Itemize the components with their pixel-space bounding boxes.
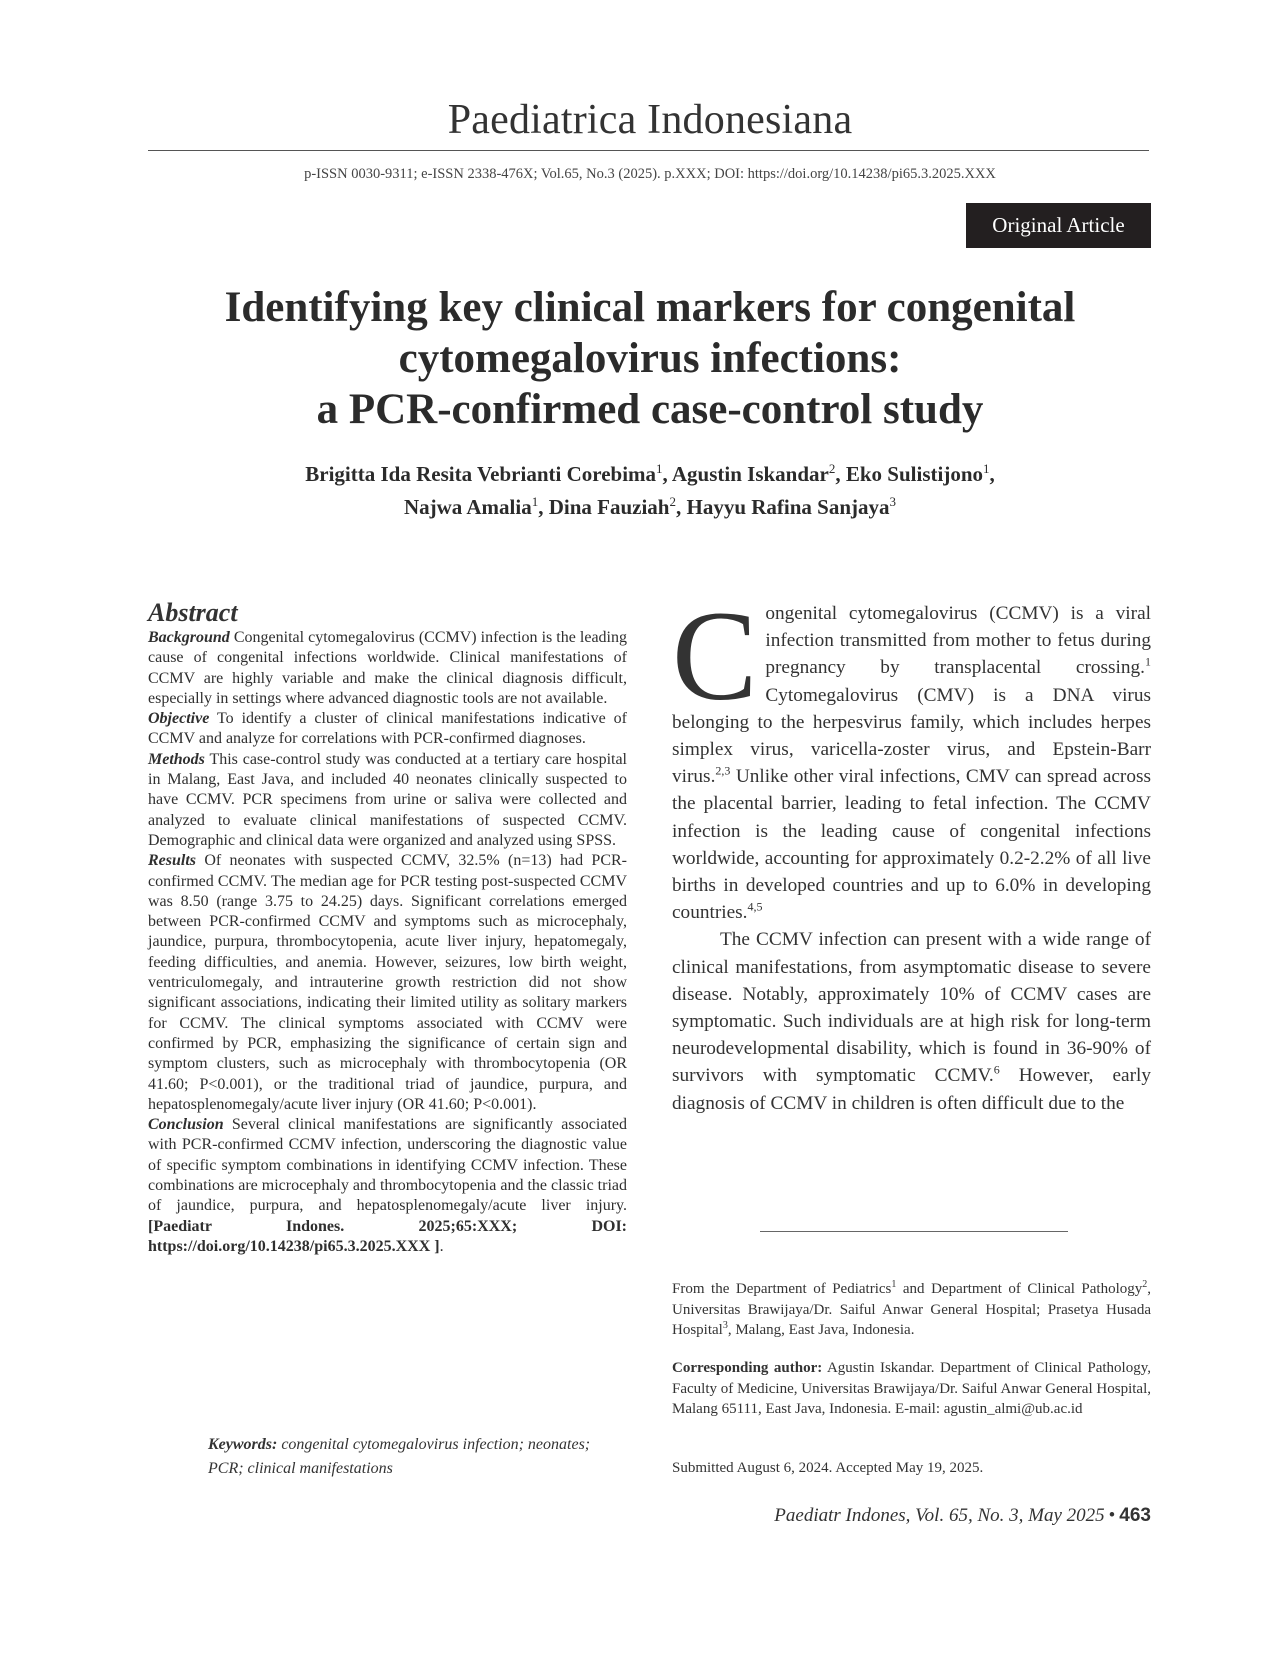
- corresponding-label: Corresponding author:: [672, 1360, 823, 1376]
- article-type-badge: Original Article: [966, 203, 1151, 248]
- reference-mark[interactable]: 6: [993, 1063, 1000, 1078]
- drop-cap: C: [672, 585, 758, 727]
- citation-doi-link[interactable]: [Paediatr Indones. 2025;65:XXX; DOI: https://doi.org/10.14238/pi65.3.2025.XXX ]: [148, 1217, 627, 1255]
- introduction-text: [672, 585, 1151, 1117]
- keywords: [208, 1433, 608, 1481]
- author-affiliation-mark: 2: [669, 494, 676, 509]
- header-divider: [148, 150, 1149, 151]
- footnote-divider: [760, 1231, 1068, 1232]
- title-line-2: cytomegalovirus infections:: [398, 335, 902, 382]
- title-line-3: a PCR-confirmed case-control study: [316, 386, 984, 433]
- objective-text: To identify a cluster of clinical manifestations indicative of CCMV and analyze for correlations with PCR-confirmed diagnoses.: [148, 710, 627, 748]
- author-name: Hayyu Rafina Sanjaya: [686, 495, 890, 519]
- issn-doi-line: p-ISSN 0030-9311; e-ISSN 2338-476X; Vol.65, No.3 (2025). p.XXX; DOI: https://doi.org/10.14238/pi65.3.2025.XXX: [304, 166, 996, 182]
- intro-paragraph-2: The CCMV infection can present with a wide range of clinical manifestations, from asymptomatic disease to severe disease. Notably, approximately 10% of CCMV cases are symptomatic. Such individuals are at high risk for long-term neurodevelopmental disability, which is found in 36-90% of survivors with symptomatic CCMV.$^6$ However, early diagnosis of CCMV in children is often difficult due to the: [672, 929, 1151, 1114]
- author-affiliation-mark: 1: [983, 461, 990, 476]
- author-affiliation-mark: 3: [889, 494, 897, 509]
- abstract-heading: Abstract: [148, 598, 238, 627]
- author-affiliation-mark: 2: [828, 461, 836, 476]
- reference-mark[interactable]: 1: [1145, 654, 1151, 669]
- footer-citation: Paediatr Indones, Vol. 65, No. 3, May 2025: [774, 1505, 1105, 1526]
- intro-paragraph-1: Congenital cytomegalovirus (CCMV) is a viral infection transmitted from mother to fetus during pregnancy by transplacental crossing.$^1$ Cytomegalovirus (CMV) is a DNA virus belonging to the herpesvirus family, which includes herpes simplex virus, varicella-zoster virus, and Epstein-Barr virus.$^{2,3}$ Unlike other viral infections, CMV can spread across the placental barrier, leading to fetal infection. The CCMV infection is the leading cause of congenital infections worldwide, accounting for approximately 0.2-2.2% of all live births in developed countries and up to 6.0% in developing countries.$^{4,5}$: [672, 585, 1151, 924]
- author-name: Eko Sulistijono: [845, 462, 983, 486]
- author-line-2: Najwa Amalia$^1$, Dina Fauziah$^2$, Hayyu Rafina Sanjaya$^3$: [403, 494, 897, 519]
- author-affiliation-mark: 1: [656, 461, 663, 476]
- abstract-methods: [148, 750, 627, 851]
- author-name: Najwa Amalia: [403, 495, 532, 519]
- conclusion-label: Conclusion: [148, 1116, 224, 1134]
- author-name: Agustin Iskandar: [671, 462, 829, 486]
- results-text: Of neonates with suspected CCMV, 32.5% (n=13) had PCR-confirmed CCMV. The median age for PCR testing post-suspected CCMV was 8.50 (range 3.75 to 24.25) days. Significant correlations emerged between PCR-confirmed CCMV and symptoms such as microcephaly, jaundice, purpura, thrombocytopenia, acute liver injury, hepatomegaly, feeding difficulties, and anemia. However, seizures, low birth weight, ventriculomegaly, and intrauterine growth restriction did not show significant associations, indicating their limited utility as solitary markers for CCMV. The clinical symptoms associated with CCMV were confirmed by PCR, emphasizing the significance of certain sign and symptom clusters, such as microcephaly with thrombocytopenia (OR 41.60; P<0.001), or the traditional triad of jaundice, purpura, and hepatosplenomegaly/acute liver injury (OR 41.60; P<0.001).: [148, 852, 627, 1113]
- affiliation-note: From the Department of Pediatrics$^1$ and Department of Clinical Pathology$^2$, Universitas Brawijaya/Dr. Saiful Anwar General Hospital; Prasetya Husada Hospital$^3$, Malang, East Java, Indonesia.: [672, 1279, 1152, 1338]
- abstract-results: [148, 851, 627, 1115]
- objective-label: Objective: [148, 710, 210, 728]
- methods-text: This case-control study was conducted at a tertiary care hospital in Malang, East Java, and included 40 neonates clinically suspected to have CCMV. PCR specimens from urine or saliva were collected and analyzed to evaluate clinical manifestations of suspected CCMV. Demographic and clinical data were organized and analyzed using SPSS.: [148, 750, 627, 849]
- author-line-1: Brigitta Ida Resita Vebrianti Corebima$^1$, Agustin Iskandar$^2$, Eko Sulistijono$^1$,: [305, 461, 995, 486]
- author-affiliation-mark: 1: [531, 494, 539, 509]
- keywords-text: congenital cytomegalovirus infection; neonates; PCR; clinical manifestations: [208, 1436, 591, 1477]
- author-name: Dina Fauziah: [548, 495, 670, 519]
- corresponding-author-note: Corresponding author: Agustin Iskandar. Department of Clinical Pathology, Faculty of Medicine, Universitas Brawijaya/Dr. Saiful Anwar General Hospital, Malang 65111, East Java, Indonesia. E-mail: agustin_almi@ub.ac.id: [672, 1360, 1151, 1417]
- abstract-conclusion: Conclusion Several clinical manifestations are significantly associated with PCR-confirmed CCMV infection, underscoring the diagnostic value of specific symptom combinations in identifying CCMV infection. These combinations are microcephaly and thrombocytopenia and the classic triad of jaundice, purpura, and hepatosplenomegaly/acute liver injury. [Paediatr Indones. 2025;65:XXX; DOI: https://doi.org/10.14238/pi65.3.2025.XXX ].: [148, 1116, 627, 1255]
- background-text: Congenital cytomegalovirus (CCMV) infection is the leading cause of congenital infections worldwide. Clinical manifestations of CCMV are highly variable and make the clinical diagnosis difficult, especially in settings where advanced diagnostic tools are not available.: [148, 629, 627, 707]
- footer-bullet: •: [1108, 1505, 1116, 1526]
- article-title: [100, 282, 1200, 435]
- keywords-label: Keywords:: [208, 1436, 278, 1453]
- abstract-objective: [148, 709, 627, 750]
- abstract-body: [148, 628, 627, 1257]
- reference-mark[interactable]: 4,5: [747, 899, 763, 914]
- title-line-1: Identifying key clinical markers for congenital: [224, 284, 1076, 331]
- reference-mark[interactable]: 2,3: [715, 763, 731, 778]
- results-label: Results: [148, 852, 197, 870]
- background-label: Background: [148, 629, 230, 646]
- abstract-background: [148, 628, 627, 709]
- methods-label: Methods: [148, 750, 205, 768]
- author-name: Brigitta Ida Resita Vebrianti Corebima: [305, 462, 657, 486]
- author-list: [100, 458, 1200, 524]
- page-number: 463: [1119, 1505, 1151, 1526]
- submission-dates: Submitted August 6, 2024. Accepted May 19, 2025.: [672, 1460, 984, 1476]
- page-footer: [774, 1505, 1151, 1527]
- conclusion-text: Several clinical manifestations are significantly associated with PCR-confirmed CCMV infection, underscoring the diagnostic value of specific symptom combinations in identifying CCMV infection. These combinations are microcephaly and thrombocytopenia and the classic triad of jaundice, purpura, and hepatosplenomegaly/acute liver injury.: [148, 1116, 627, 1215]
- journal-title: Paediatrica Indonesiana: [447, 97, 853, 143]
